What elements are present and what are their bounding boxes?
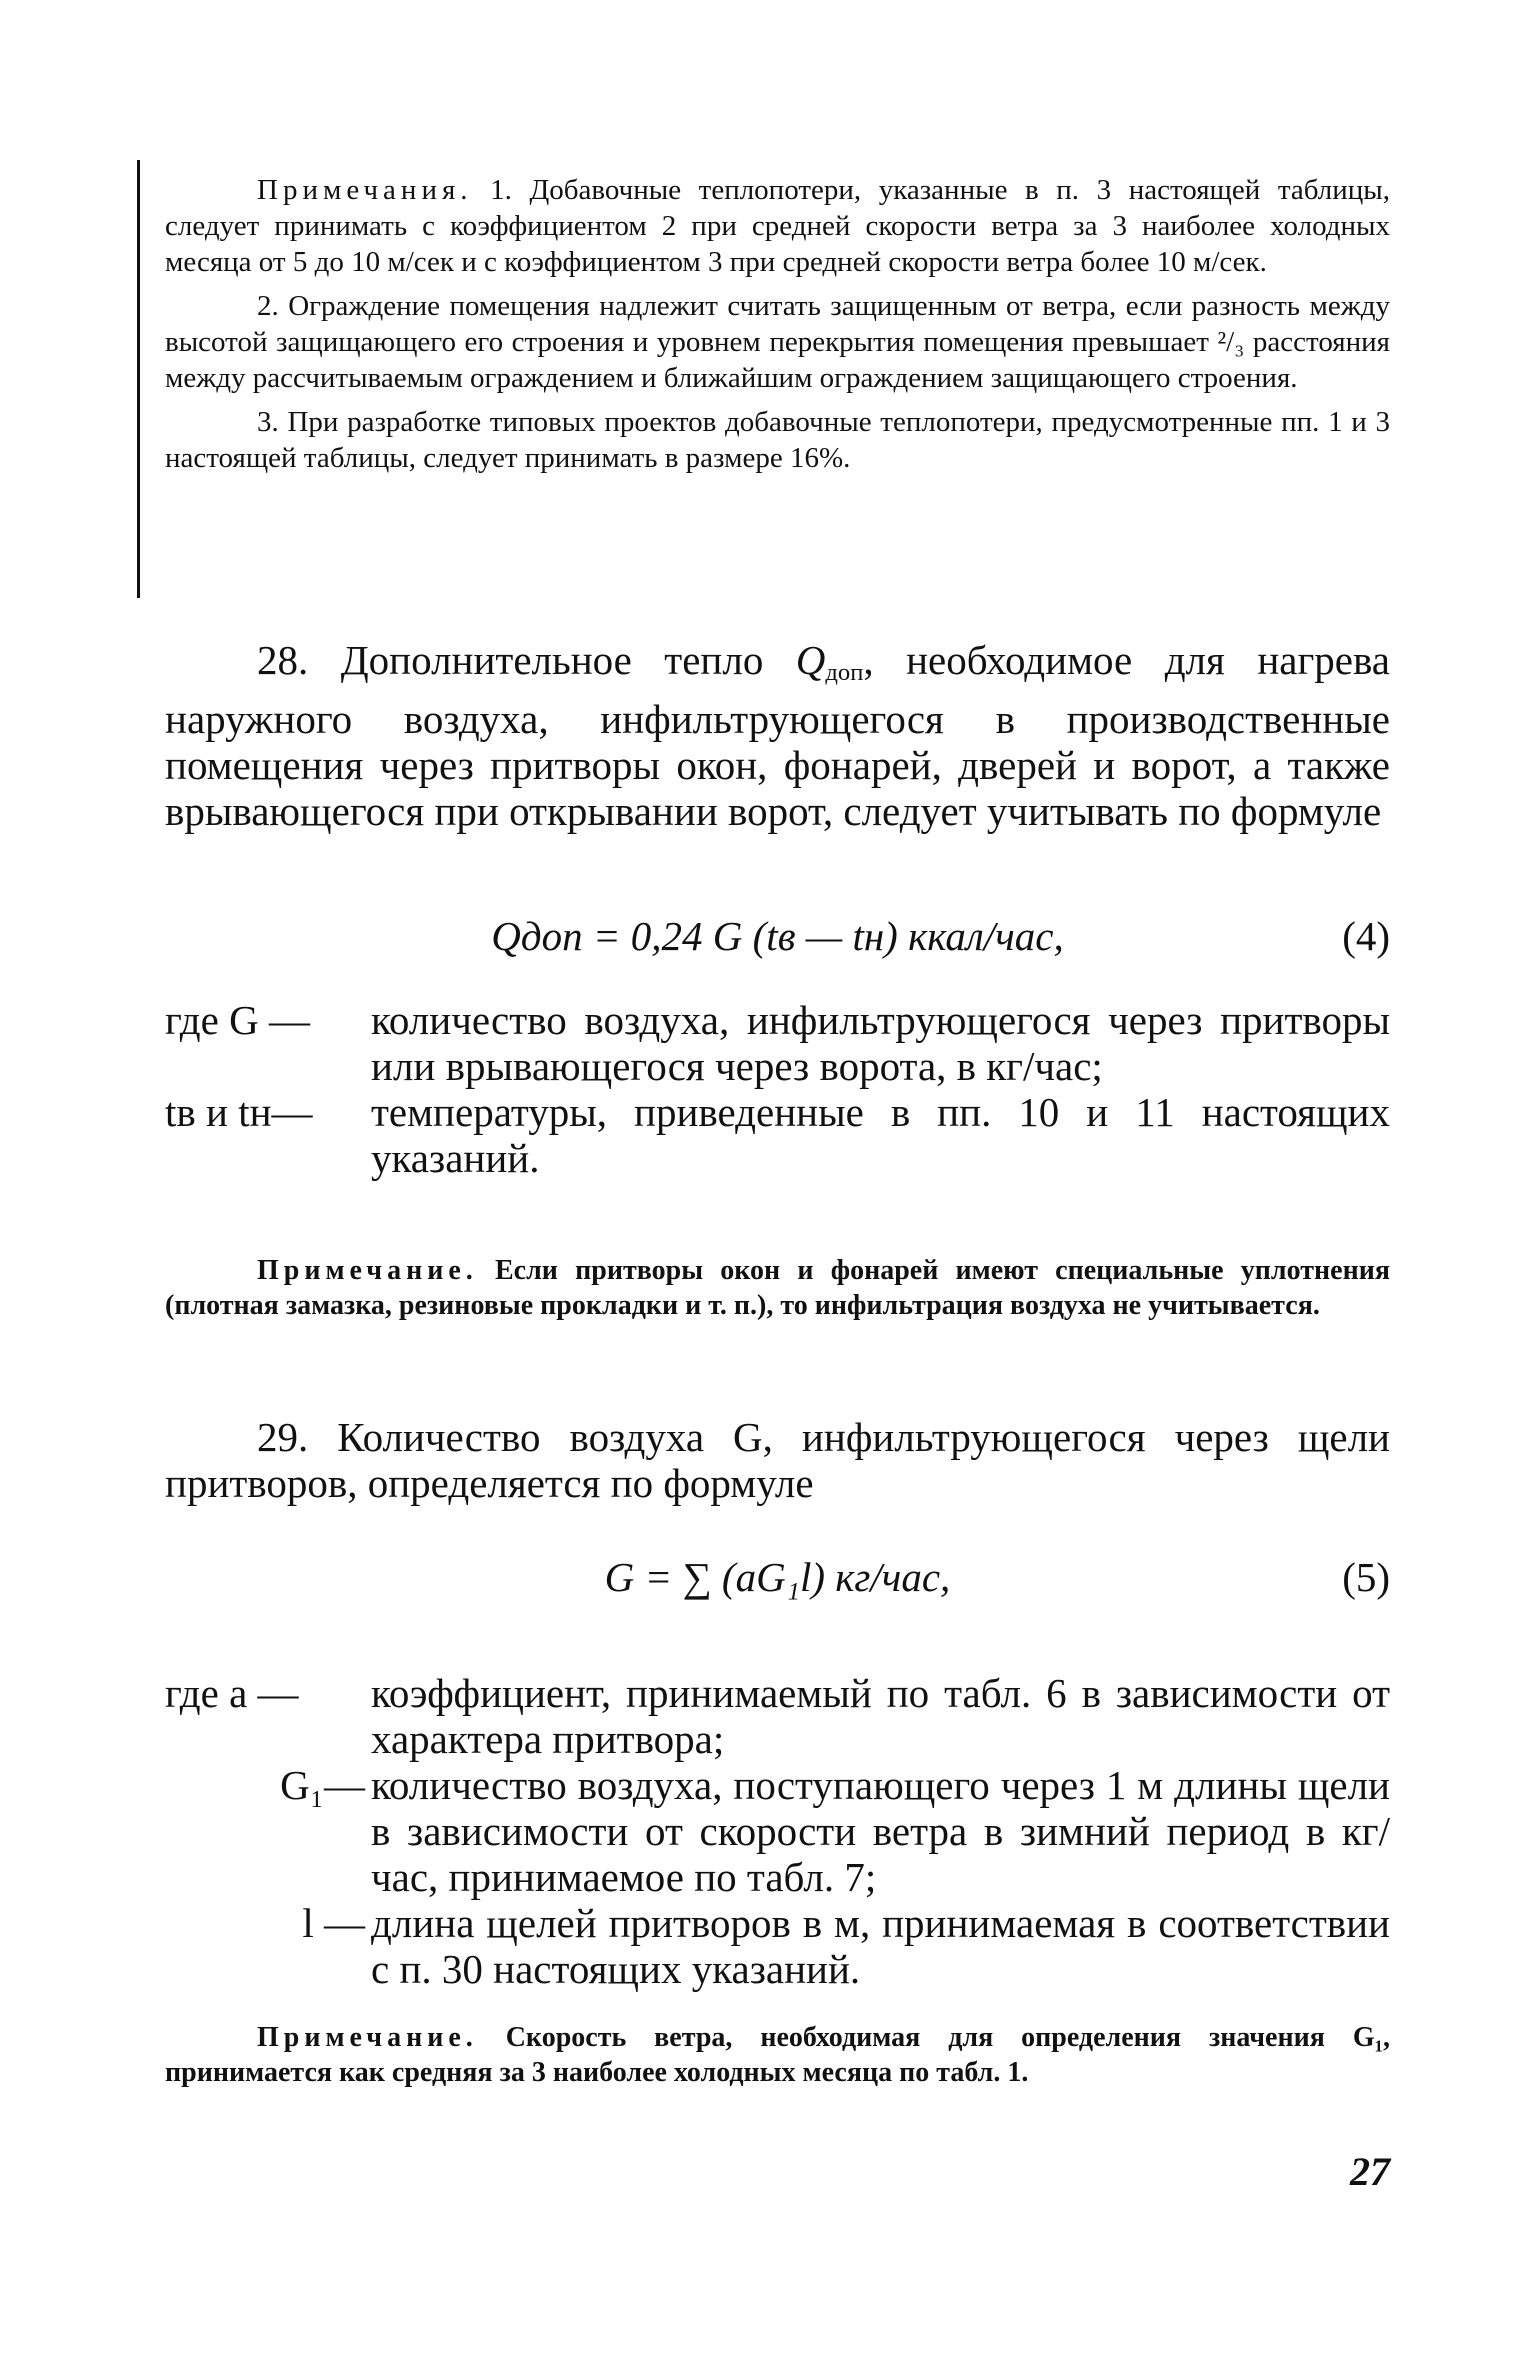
table-notes [165, 172, 1390, 484]
note-1 [165, 172, 1390, 280]
where-l-text: длина щелей притворов в м, принимаемая в соответствии с п. 30 настоящих указаний. [371, 1900, 1390, 1992]
p28-rest: , необходимое для нагрева наружного воздуха, инфильтрующегося в производственные помещения через притворы окон, фонарей, дверей и ворот, а также врывающегося при открывании ворот, следует учитывать по формуле [165, 637, 1390, 835]
note-28 [165, 1253, 1390, 1323]
formula-4-text: Qдоп = 0,24 G (tв — tн) ккал/час, [491, 913, 1064, 959]
where-g1 [165, 1762, 1390, 1900]
where-l [165, 1900, 1390, 1992]
where-a-text: коэффициент, принимаемый по табл. 6 в зависимости от характера притвора; [371, 1670, 1390, 1762]
note-3: 3. При разработке типовых проектов добавочные теплопотери, предусмотренные пп. 1 и 3 настоящей таблицы, следует принимать в размере 16%. [165, 406, 1390, 474]
note-1-text: 1. Добавочные теплопотери, указанные в п. 3 настоящей таблицы, следует принимать с коэффициентом 2 при средней скорости ветра за 3 наиболее холодных месяца от 5 до 10 м/сек и с коэффициентом 3 при средней скорости ветра более 10 м/сек. [165, 174, 1391, 278]
p28-start: 28. Дополнительное тепло [257, 637, 796, 683]
page-number: 27 [1350, 2149, 1390, 2194]
formula-5-number: (5) [1342, 1554, 1390, 1600]
note-28-heading: Примечание. [257, 1255, 478, 1286]
where-t [165, 1089, 1390, 1181]
where-g1-text: количество воздуха, поступающего через 1 м длины щели в зависимости от скорости ветра в зимний период в кг/час, принимаемое по табл. 7; [371, 1762, 1390, 1900]
formula-5 [165, 1553, 1390, 1601]
formula-4-number: (4) [1342, 913, 1390, 959]
p28-q: Q [795, 637, 826, 683]
where-g1-label: G₁— [280, 1762, 365, 1808]
where-g [165, 997, 1390, 1089]
paragraph-28 [165, 637, 1390, 834]
paragraph-29 [165, 1414, 1390, 1506]
p29-text: 29. Количество воздуха G, инфильтрующегося через щели притворов, определяется по формуле [165, 1414, 1390, 1506]
note-28-text: Если притворы окон и фонарей имеют специальные уплотнения (плотная замазка, резиновые прокладки и т. п.), то инфильтрация воздуха не учитывается. [165, 1255, 1390, 1321]
where-t-text: температуры, приведенные в пп. 10 и 11 настоящих указаний. [371, 1089, 1390, 1181]
note-29 [165, 2020, 1390, 2090]
where-t-label: tв и tн— [165, 1089, 313, 1135]
where-a-label: где a — [165, 1670, 299, 1716]
margin-rule [137, 160, 140, 598]
where-block-4 [165, 997, 1390, 1181]
where-block-5 [165, 1670, 1390, 1992]
where-g-label: где G — [165, 997, 310, 1043]
note-2: 2. Ограждение помещения надлежит считать защищенным от ветра, если разность между высотой защищающего его строения и уровнем перекрытия помещения превышает ²/₃ расстояния между рассчитываемым ограждением и ближайшим ограждением защищающего строения. [165, 290, 1390, 394]
note-29-text: Скорость ветра, необходимая для определения значения G₁, принимается как средняя за 3 наиболее холодных месяца по табл. 1. [165, 2022, 1390, 2088]
where-a [165, 1670, 1390, 1762]
formula-4 [165, 912, 1390, 960]
note-29-heading: Примечание. [257, 2022, 478, 2053]
p28-qsub: доп [825, 659, 864, 687]
where-l-label: l — [302, 1900, 365, 1946]
where-g-text: количество воздуха, инфильтрующегося через притворы или врывающегося через ворота, в кг/час; [371, 997, 1390, 1089]
notes-heading: Примечания. [257, 174, 473, 206]
formula-5-text: G = ∑ (aG₁l) кг/час, [604, 1554, 951, 1600]
